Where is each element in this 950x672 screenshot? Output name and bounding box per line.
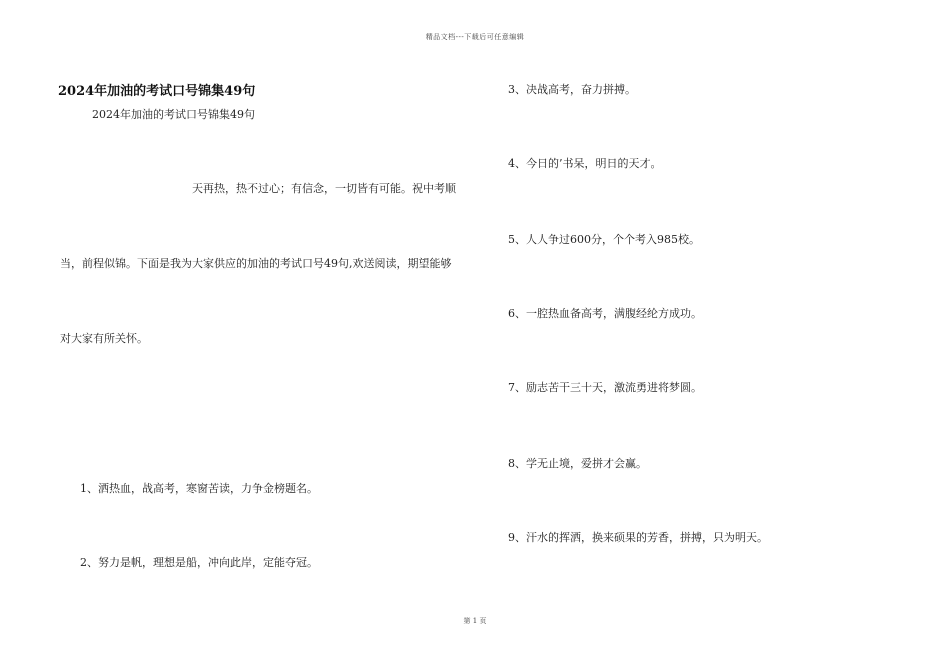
intro-paragraph-line: 天再热，热不过心；有信念，一切皆有可能。祝中考顺 xyxy=(192,182,456,195)
intro-paragraph-line: 对大家有所关怀。 xyxy=(60,332,148,345)
document-title: 2024年加油的考试口号锦集49句 xyxy=(58,84,256,99)
document-subtitle: 2024年加油的考试口号锦集49句 xyxy=(92,108,255,121)
slogan-item: 3、决战高考，奋力拼搏。 xyxy=(508,83,636,96)
slogan-item: 1、洒热血，战高考，寒窗苦读，力争金榜题名。 xyxy=(80,482,318,495)
slogan-item: 2、努力是帆，理想是船，冲向此岸，定能夺冠。 xyxy=(80,556,318,569)
intro-paragraph-line: 当，前程似锦。下面是我为大家供应的加油的考试口号49句,欢送阅读，期望能够 xyxy=(60,257,452,270)
slogan-item: 9、汗水的挥洒，换来硕果的芳香，拼搏，只为明天。 xyxy=(508,531,768,544)
header-note: 精品文档---下载后可任意编辑 xyxy=(425,33,525,41)
slogan-item: 4、今日的’书呆，明日的天才。 xyxy=(508,157,662,170)
slogan-item: 7、励志苦干三十天，激流勇进将梦圆。 xyxy=(508,381,702,394)
slogan-item: 5、人人争过600分，个个考入985校。 xyxy=(508,233,700,246)
page-number: 第 1 页 xyxy=(463,617,487,625)
slogan-item: 6、一腔热血备高考，满腹经纶方成功。 xyxy=(508,307,702,320)
slogan-item: 8、学无止境，爱拼才会赢。 xyxy=(508,457,647,470)
